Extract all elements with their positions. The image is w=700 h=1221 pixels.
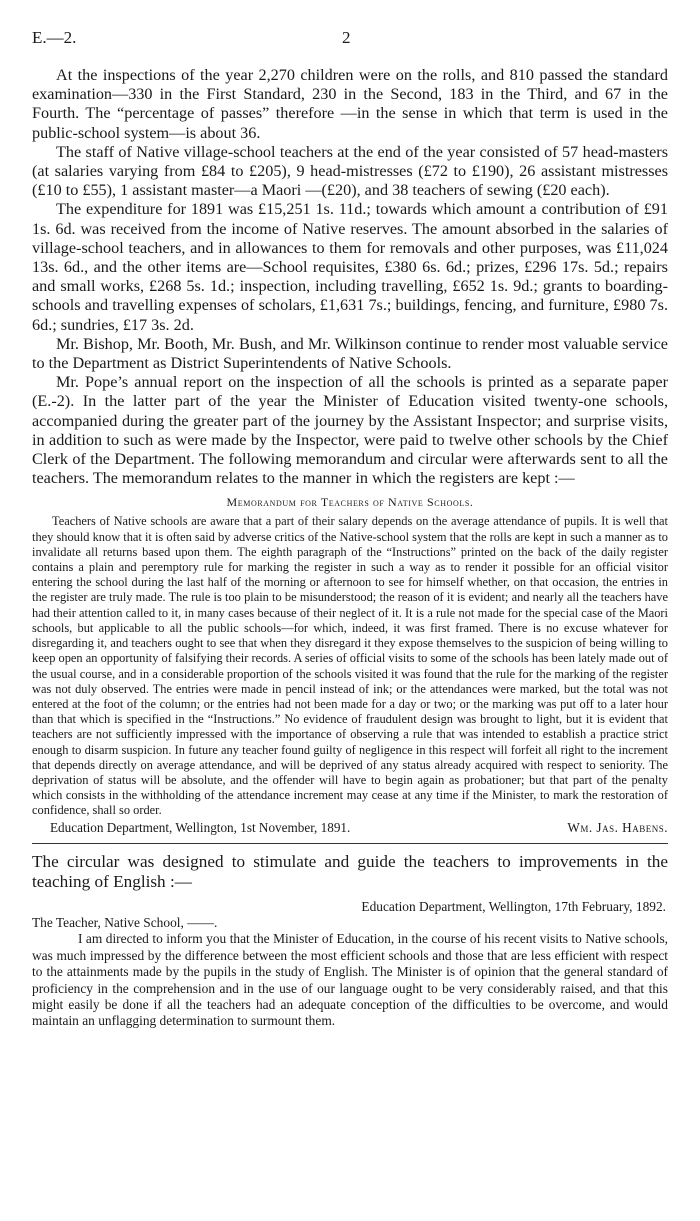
paragraph-inspections: At the inspections of the year 2,270 children were on the rolls, and 810 passed the standard examination—330 in the First Standard, 230 in the Second, 183 in the Third, and 67 in the Fourth. The “percentage of passes” therefore —in the sense in which that term is used in the public-school system—is about 36. (32, 66, 668, 142)
circular-body (32, 931, 668, 1029)
memorandum (32, 514, 668, 818)
document-page (32, 28, 668, 1030)
circular-text: I am directed to inform you that the Minister of Education, in the course of his recent visits to Native schools, was much impressed by the difference between the most efficient schools and those that are less efficient with respect to the attainments made by the pupils in the study of English. The Minister is of opinion that the general standard of proficiency in the comprehension and in the use of our language ought to be very considerably raised, and that this might easily be done if all the teachers had an adequate conception of the difficulties to be overcome, and would maintain an unflagging determination to surmount them. (32, 931, 668, 1029)
memorandum-text: Teachers of Native schools are aware that a part of their salary depends on the average attendance of pupils. It is well that they should know that it is often said by adverse critics of the Native-school system that the rolls are kept in such a manner as to invalidate all returns based upon them. The eighth paragraph of the “Instructions” printed on the back of the daily register contains a plain and peremptory rule for marking the register in such a way as to render it possible for an official visitor entering the school during the last half of the morning or afternoon to see for himself whether, on that occasion, the entries in the register are truly made. The rule is too plain to be misunderstood; the reason of it is evident; and nearly all the teachers have had their attention called to it, in many cases because of their neglect of it. It is a rule not made for the special case of the Maori schools, but applicable to all the public schools—for which, indeed, it was first framed. There is no excuse whatever for disregarding it, and teachers ought to see that when they disregard it they expose themselves to the suspicion of being willing to keep open an opportunity of falsifying their records. A series of official visits to some of the schools has been lately made out of the usual course, and in a considerable proportion of the schools visited it was found that the rule for the marking of the register was not duly observed. The entries were made in pencil instead of ink; or the attendances were marked, but the total was not entered at the foot of the column; or the entries had not been made for a day or two; or the marking was put off to a later hour than that which is specified in the “Instructions.” No evidence of fraudulent design was brought to light, but it is evident that teachers are not sufficiently impressed with the importance of observing a rule that was intended to establish a practice strict enough to disarm suspicion. In future any teacher found guilty of negligence in this respect will forfeit all right to the increment that depends directly on average attendance, and will be deprived of any status already acquired with respect to seniority. The deprivation of status will be absolute, and the offender will have to begin again as probationer; but that part of the penalty which consists in the withholding of the attendance increment may cease at any time if the Minister, to mark the restoration of confidence, shall so order. (32, 514, 668, 818)
memorandum-signature-line (32, 820, 668, 836)
paragraph-report: Mr. Pope’s annual report on the inspection of all the schools is printed as a separate paper (E.-2). In the latter part of the year the Minister of Education visited twenty-one schools, accompanied during the greater part of the journey by the Assistant Inspector; and surprise visits, in addition to such as were made by the Inspector, were paid to twelve other schools by the Chief Clerk of the Department. The following memorandum and circular were afterwards sent to all the teachers. The memorandum relates to the manner in which the registers are kept :— (32, 373, 668, 488)
page-header (32, 28, 668, 56)
memorandum-place-date: Education Department, Wellington, 1st November, 1891. (50, 819, 351, 835)
report-body (32, 66, 668, 488)
paragraph-superintendents: Mr. Bishop, Mr. Booth, Mr. Bush, and Mr. Wilkinson continue to render most valuable service to the Department as District Superintendents of Native Schools. (32, 334, 668, 373)
circular-addressee: The Teacher, Native School, ——. (32, 915, 218, 931)
paragraph-expenditure: The expenditure for 1891 was £15,251 1s. 11d.; towards which amount a contribution of £91 1s. 6d. was received from the income of Native reserves. The amount absorbed in the salaries of village-school teachers, and in allowances to them for removals and other purposes, was £11,024 13s. 6d., and the other items are—School requisites, £380 6s. 6d.; prizes, £296 17s. 5d.; repairs and small works, £268 5s. 1d.; inspection, including travelling, £652 1s. 9d.; grants to boarding-schools and travelling expenses of scholars, £1,631 7s.; buildings, fencing, and furniture, £980 7s. 6d.; sundries, £17 3s. 2d. (32, 200, 668, 334)
document-reference: E.—2. (32, 28, 77, 47)
memorandum-title: Memorandum for Teachers of Native Schools. (226, 495, 474, 510)
paragraph-staff: The staff of Native village-school teachers at the end of the year consisted of 57 head-masters (at salaries varying from £84 to £205), 9 head-mistresses (£72 to £190), 26 assistant mistresses (£10 to £55), 1 assistant master—a Maori —(£20), and 38 teachers of sewing (£20 each). (32, 142, 668, 200)
section-divider (32, 843, 668, 844)
circular-intro: The circular was designed to stimulate and guide the teachers to improvements in the teaching of English :— (32, 851, 668, 891)
page-number: 2 (342, 28, 351, 47)
circular-date: Education Department, Wellington, 17th February, 1892. (361, 899, 666, 915)
memorandum-signature: Wm. Jas. Habens. (567, 819, 668, 835)
